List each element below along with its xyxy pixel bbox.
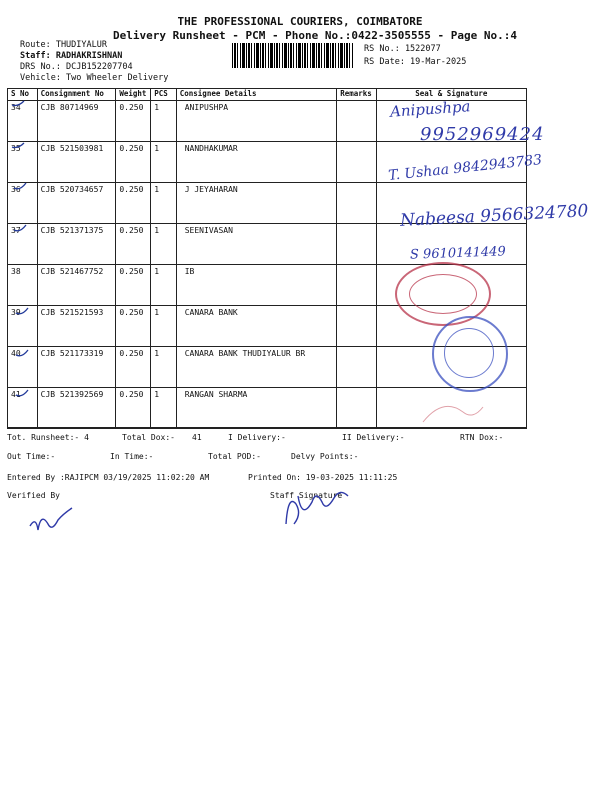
cell-sno: 38 — [8, 265, 38, 306]
delvy-points: Delvy Points:- — [291, 452, 359, 461]
cell-consignee: NANDHAKUMAR — [176, 142, 336, 183]
cell-remarks — [337, 142, 376, 183]
cell-weight: 0.250 — [116, 306, 151, 347]
total-dox-value: 41 — [192, 433, 202, 442]
cell-sno: 35 — [8, 142, 38, 183]
col-pcs: PCS — [151, 89, 177, 101]
total-pod: Total POD:- — [208, 452, 261, 461]
rs-date: RS Date: 19-Mar-2025 — [364, 57, 467, 67]
cell-sno: 37 — [8, 224, 38, 265]
cell-consignee: CANARA BANK THUDIYALUR BR — [176, 347, 336, 388]
handwriting-37: Nabeesa 9566324780 — [399, 201, 589, 231]
cell-consignee: J JEYAHARAN — [176, 183, 336, 224]
cell-consignee: IB — [176, 265, 336, 306]
blue-stamp — [432, 316, 508, 392]
cell-pcs: 1 — [151, 183, 177, 224]
verified-by: Verified By — [7, 491, 60, 500]
cell-remarks — [337, 347, 376, 388]
handwriting-name-34: Anipushpa — [389, 97, 471, 121]
col-consignment: Consignment No — [37, 89, 116, 101]
cell-weight: 0.250 — [116, 183, 151, 224]
cell-consignee: CANARA BANK — [176, 306, 336, 347]
faint-red-mark — [418, 392, 488, 432]
cell-sno: 41 — [8, 388, 38, 428]
handwriting-phone-34: 9952969424 — [420, 124, 545, 145]
cell-pcs: 1 — [151, 306, 177, 347]
col-weight: Weight — [116, 89, 151, 101]
tot-runsheet: Tot. Runsheet:- 4 — [7, 433, 89, 442]
cell-pcs: 1 — [151, 224, 177, 265]
barcode — [232, 43, 354, 68]
col-remarks: Remarks — [337, 89, 376, 101]
cell-cn: CJB 520734657 — [37, 183, 116, 224]
cell-sno: 39 — [8, 306, 38, 347]
total-dox-label: Total Dox:- — [122, 433, 175, 442]
in-time: In Time:- — [110, 452, 154, 461]
i-delivery: I Delivery:- — [228, 433, 286, 442]
out-time: Out Time:- — [7, 452, 56, 461]
cell-cn: CJB 521173319 — [37, 347, 116, 388]
cell-sno: 34 — [8, 101, 38, 142]
cell-cn: CJB 521521593 — [37, 306, 116, 347]
cell-weight: 0.250 — [116, 224, 151, 265]
staff: Staff: RADHAKRISHNAN — [20, 51, 123, 61]
cell-sno: 36 — [8, 183, 38, 224]
cell-pcs: 1 — [151, 142, 177, 183]
vehicle: Vehicle: Two Wheeler Delivery — [20, 73, 169, 83]
staff-signature — [278, 486, 368, 532]
ii-delivery: II Delivery:- — [342, 433, 405, 442]
col-sno: S No — [8, 89, 38, 101]
col-consignee: Consignee Details — [176, 89, 336, 101]
cell-consignee: SEENIVASAN — [176, 224, 336, 265]
cell-pcs: 1 — [151, 388, 177, 428]
col-seal: Seal & Signature — [376, 89, 526, 101]
cell-weight: 0.250 — [116, 265, 151, 306]
cell-cn: CJB 521503981 — [37, 142, 116, 183]
tick-marks — [0, 95, 40, 415]
cell-weight: 0.250 — [116, 347, 151, 388]
entered-by: Entered By :RAJIPCM 03/19/2025 11:02:20 AM — [7, 473, 210, 482]
cell-cn: CJB 521392569 — [37, 388, 116, 428]
cell-remarks — [337, 265, 376, 306]
staff-signature-label: Staff Signature — [270, 491, 343, 500]
cell-remarks — [337, 224, 376, 265]
cell-remarks — [337, 388, 376, 428]
handwriting-38: S 9610141449 — [409, 244, 506, 263]
cell-remarks — [337, 101, 376, 142]
rtn-dox: RTN Dox:- — [460, 433, 504, 442]
cell-cn: CJB 521371375 — [37, 224, 116, 265]
cell-weight: 0.250 — [116, 388, 151, 428]
cell-consignee: RANGAN SHARMA — [176, 388, 336, 428]
rs-no: RS No.: 1522077 — [364, 44, 441, 54]
cell-remarks — [337, 306, 376, 347]
cell-weight: 0.250 — [116, 101, 151, 142]
cell-pcs: 1 — [151, 265, 177, 306]
runsheet-subtitle: Delivery Runsheet - PCM - Phone No.:0422-3505555 - Page No.:4 — [113, 29, 517, 42]
cell-consignee: ANIPUSHPA — [176, 101, 336, 142]
cell-cn: CJB 80714969 — [37, 101, 116, 142]
verifier-signature — [25, 498, 85, 538]
cell-pcs: 1 — [151, 101, 177, 142]
cell-remarks — [337, 183, 376, 224]
handwriting-35: T. Ushaa 9842943783 — [387, 151, 543, 185]
cell-pcs: 1 — [151, 347, 177, 388]
company-title: THE PROFESSIONAL COURIERS, COIMBATORE — [177, 15, 423, 28]
drs-no: DRS No.: DCJB152207704 — [20, 62, 133, 72]
cell-sno: 40 — [8, 347, 38, 388]
cell-cn: CJB 521467752 — [37, 265, 116, 306]
route: Route: THUDIYALUR — [20, 40, 107, 50]
cell-weight: 0.250 — [116, 142, 151, 183]
printed-on: Printed On: 19-03-2025 11:11:25 — [248, 473, 398, 482]
